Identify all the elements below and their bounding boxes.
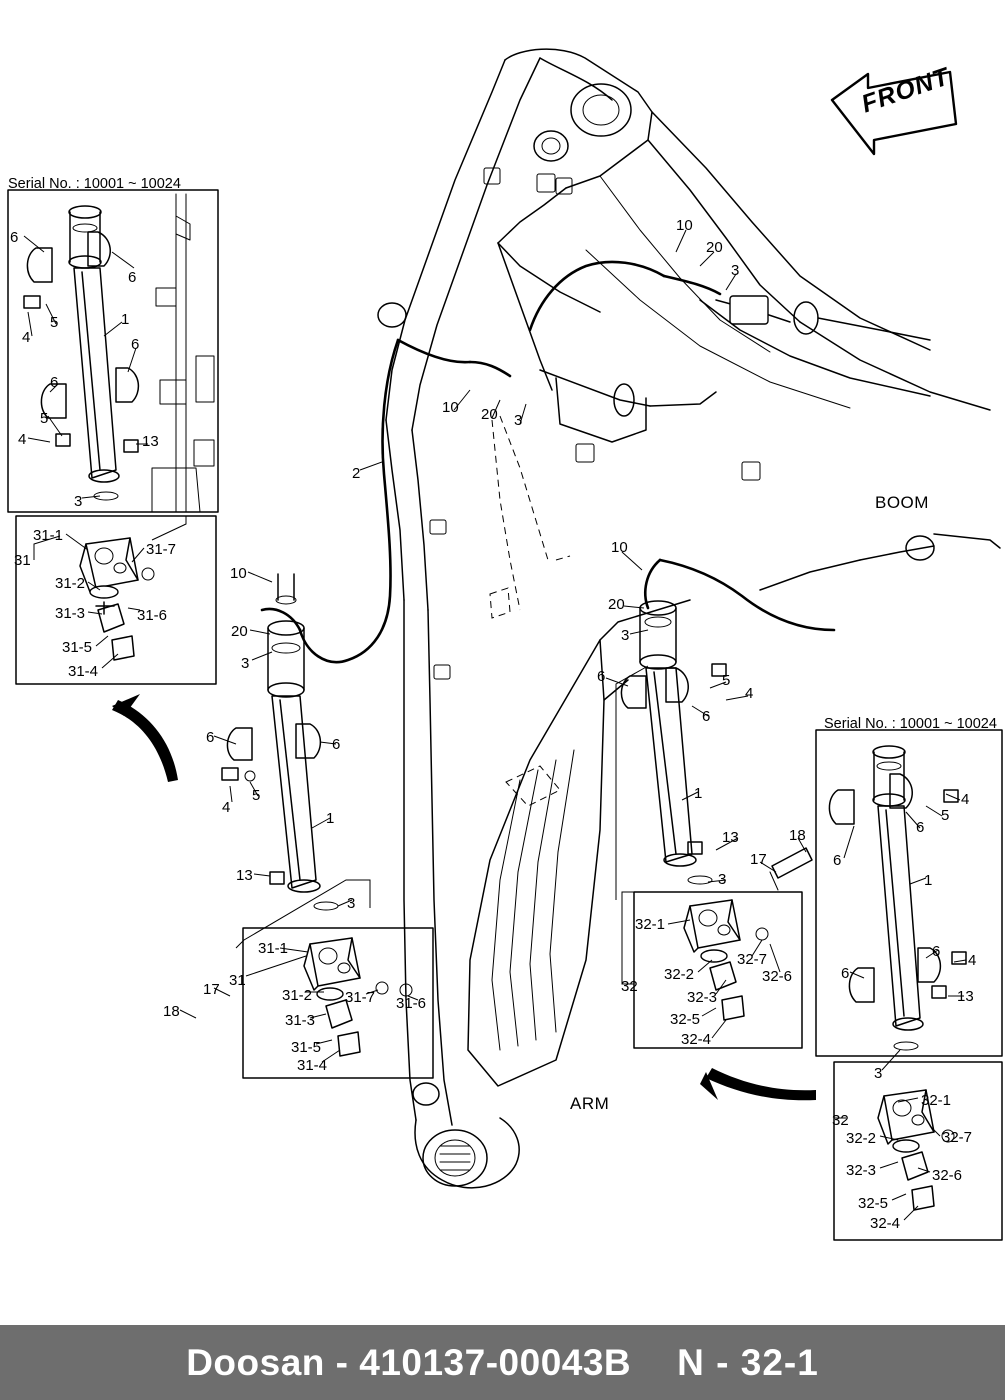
callout-1: 1 [694,785,703,802]
inset-top-left [8,190,218,512]
callout-31-2: 31-2 [55,575,86,592]
callout-6: 6 [833,852,842,869]
right-center-tube-assembly [621,601,726,884]
callout-32-2: 32-2 [846,1130,877,1147]
callout-6: 6 [128,269,137,286]
callout-1: 1 [121,311,130,328]
callout-2: 2 [352,465,361,482]
callout-20: 20 [608,596,625,613]
arm-structure [404,416,690,1188]
callout-6: 6 [841,965,850,982]
callout-6: 6 [50,374,59,391]
callout-6: 6 [702,708,711,725]
callout-13: 13 [722,829,739,846]
callout-31-7: 31-7 [345,989,376,1006]
serial-note-right: Serial No. : 10001 ~ 10024 [824,716,997,732]
callout-1: 1 [924,872,933,889]
callout-3: 3 [241,655,250,672]
callout-13: 13 [142,433,159,450]
callout-31-5: 31-5 [62,639,93,656]
callout-3: 3 [621,627,630,644]
callout-32-6: 32-6 [932,1167,963,1184]
callout-32: 32 [621,978,638,995]
callout-3: 3 [731,262,740,279]
front-arrow-label: FRONT [858,62,954,119]
callout-6: 6 [10,229,19,246]
callout-6: 6 [206,729,215,746]
callout-31-1: 31-1 [258,940,289,957]
callout-6: 6 [916,819,925,836]
callout-4: 4 [745,685,754,702]
callout-5: 5 [252,787,261,804]
callout-32-3: 32-3 [846,1162,877,1179]
callout-32: 32 [832,1112,849,1129]
serial-note-top-left: Serial No. : 10001 ~ 10024 [8,176,181,192]
callout-6: 6 [332,736,341,753]
callout-32-1: 32-1 [921,1092,952,1109]
callout-32-4: 32-4 [681,1031,712,1048]
callout-32-1: 32-1 [635,916,666,933]
callout-31-5: 31-5 [291,1039,322,1056]
callout-4: 4 [222,799,231,816]
sheet-footer [0,1325,1005,1400]
detail-32-right [834,1062,1002,1240]
callout-4: 4 [18,431,27,448]
callout-3: 3 [514,412,523,429]
callout-32-7: 32-7 [737,951,768,968]
callout-32-6: 32-6 [762,968,793,985]
callout-31: 31 [14,552,31,569]
callout-32-2: 32-2 [664,966,695,983]
callout-31-6: 31-6 [396,995,427,1012]
callout-5: 5 [40,410,49,427]
callout-31-1: 31-1 [33,527,64,544]
callout-18: 18 [789,827,806,844]
callout-20: 20 [481,406,498,423]
arm-cylinder [498,243,1000,590]
callout-3: 3 [874,1065,883,1082]
callout-6: 6 [932,943,941,960]
callout-31-2: 31-2 [282,987,313,1004]
front-direction-arrow [828,62,958,156]
callout-3: 3 [347,895,356,912]
arm-label: ARM [570,1094,610,1113]
callout-32-4: 32-4 [870,1215,901,1232]
callout-10: 10 [676,217,693,234]
callout-4: 4 [968,952,977,969]
boom-label: BOOM [875,493,929,512]
callout-20: 20 [231,623,248,640]
callout-31-6: 31-6 [137,607,168,624]
callout-32-7: 32-7 [942,1129,973,1146]
callout-5: 5 [722,672,731,689]
callout-10: 10 [442,399,459,416]
callout-13: 13 [957,988,974,1005]
callout-32-5: 32-5 [670,1011,701,1028]
callout-31-4: 31-4 [68,663,99,680]
callout-3: 3 [718,871,727,888]
footer-page-code: N - 32-1 [677,1341,819,1383]
callout-5: 5 [941,807,950,824]
callout-1: 1 [326,810,335,827]
callout-17: 17 [203,981,220,998]
callout-32-3: 32-3 [687,989,718,1006]
callout-18: 18 [163,1003,180,1020]
footer-part-number: Doosan - 410137-00043B [186,1341,632,1383]
callout-3: 3 [74,493,83,510]
callout-31-3: 31-3 [285,1012,316,1029]
callout-31-7: 31-7 [146,541,177,558]
callout-4: 4 [22,329,31,346]
callout-20: 20 [706,239,723,256]
callout-31-4: 31-4 [297,1057,328,1074]
callout-4: 4 [961,791,970,808]
inset-right [816,730,1002,1056]
callout-31: 31 [229,972,246,989]
callout-32-5: 32-5 [858,1195,889,1212]
callout-10: 10 [611,539,628,556]
callout-13: 13 [236,867,253,884]
callout-6: 6 [131,336,140,353]
callout-31-3: 31-3 [55,605,86,622]
callout-5: 5 [50,314,59,331]
callout-10: 10 [230,565,247,582]
callout-6: 6 [597,668,606,685]
callout-17: 17 [750,851,767,868]
